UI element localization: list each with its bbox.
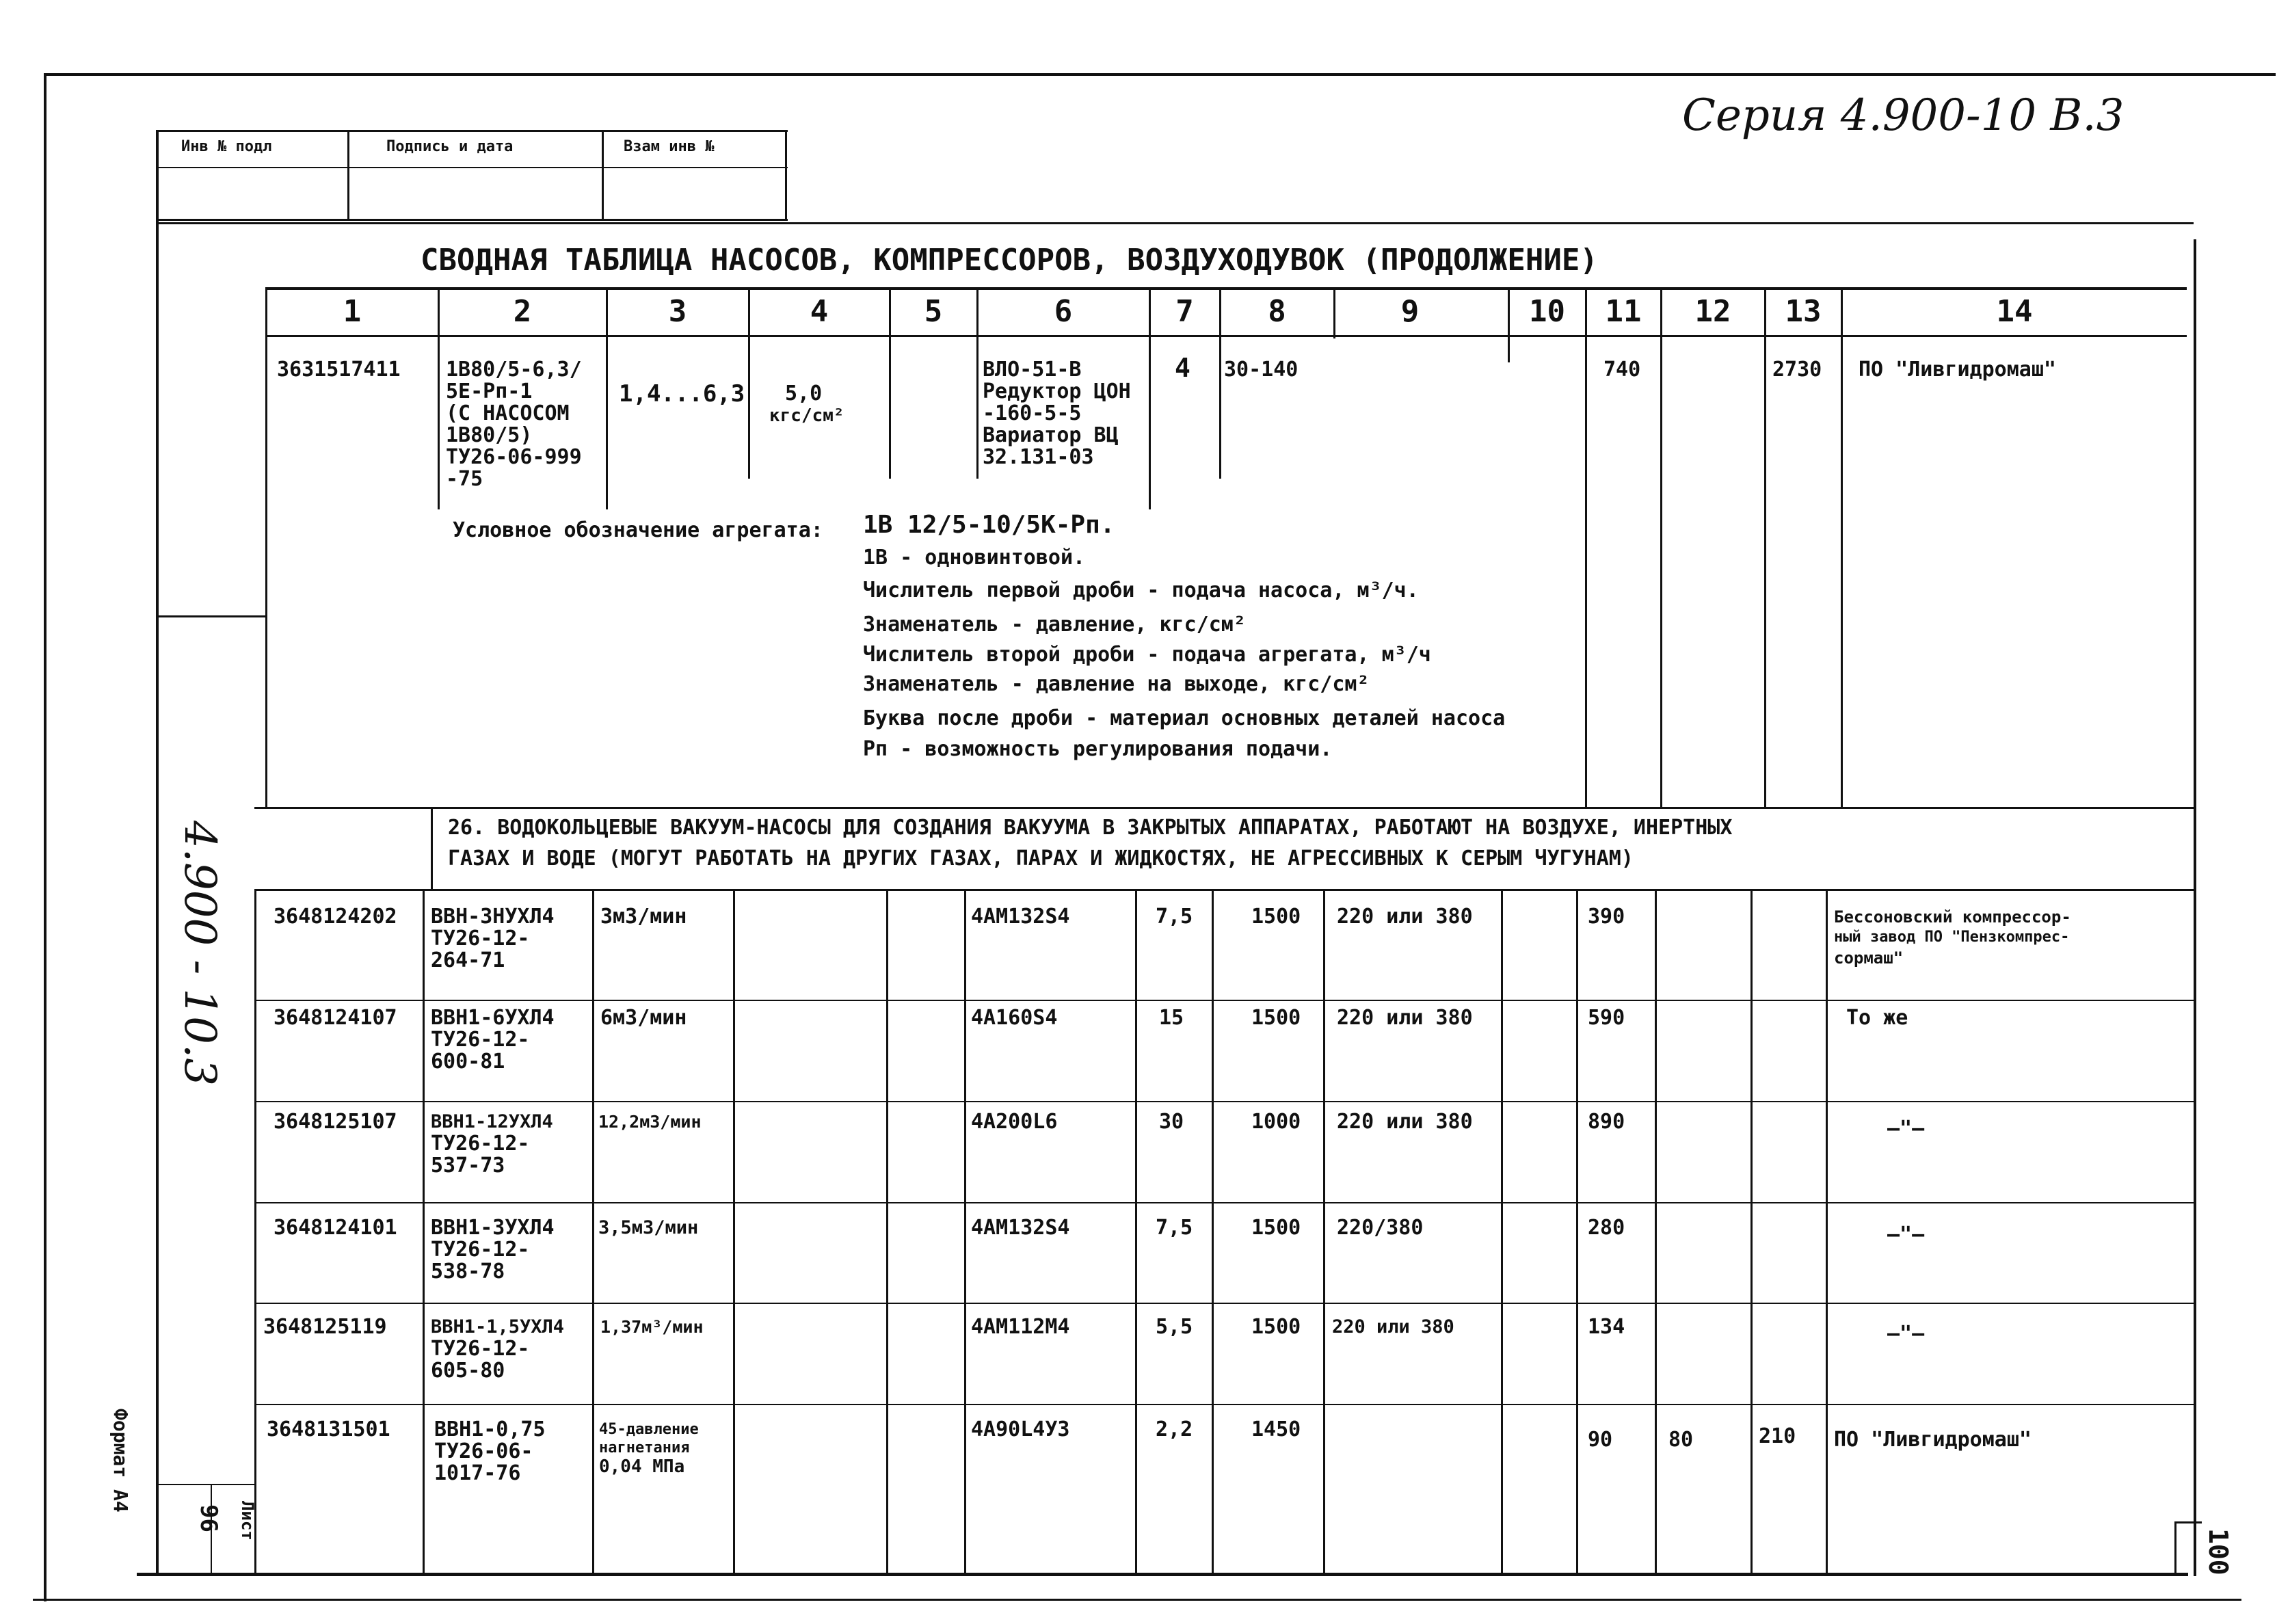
row6-col12: 80 [1668,1428,1694,1452]
legend-line-3: Знаменатель - давление, кгс/см² [863,613,1246,637]
row3-capacity: 12,2м3/мин [598,1112,702,1132]
sheet-box-top [159,1484,254,1485]
row0-pressure-1: 5,0 [785,382,823,405]
row5-power: 5,5 [1156,1315,1193,1339]
row4-capacity: 3,5м3/мин [598,1217,699,1238]
side-code: 4.900 - 10.3 [174,821,225,1087]
row1-model-2: ТУ26-12- [431,927,530,950]
col-header-6: 6 [1054,294,1073,329]
section26-line-1: 26. ВОДОКОЛЬЦЕВЫЕ ВАКУУМ-НАСОСЫ ДЛЯ СОЗДАНИЯ ВАКУУМА В ЗАКРЫТЫХ АППАРАТАХ, РАБОТАЮТ НА ВОЗДУХЕ, ИНЕРТНЫХ [448,816,1733,840]
row6-maker: ПО "Ливгидромаш" [1834,1428,2032,1452]
page-box-left [2174,1521,2176,1576]
stamp-top [159,130,788,132]
row6-model-2: ТУ26-06- [434,1439,533,1463]
row3-maker: —"— [1887,1117,1925,1141]
inner-right [2194,239,2196,1576]
page-number: 100 [2203,1528,2233,1575]
row4-motor: 4АМ132S4 [971,1216,1070,1240]
row2-capacity: 6м3/мин [600,1006,687,1030]
col-header-3: 3 [668,294,687,329]
row0-model-5: ТУ26-06-999 [446,445,582,469]
row1-capacity: 3м3/мин [600,905,687,929]
lower-v-12 [1655,889,1657,1576]
row6-code: 3648131501 [267,1417,390,1441]
row2-code: 3648124107 [274,1006,397,1030]
sheet-number: 96 [195,1504,222,1532]
col-header-11: 11 [1605,294,1642,329]
legend-line-7: Рп - возможность регулирования подачи. [863,737,1333,761]
stamp-label-replace: Взам инв № [624,138,715,155]
row0-price: 2730 [1772,358,1822,382]
row4-rpm: 1500 [1251,1216,1301,1240]
lower-v-4 [733,889,735,1576]
row2-voltage: 220 или 380 [1337,1006,1473,1030]
row3-model-1: ВВН1-12УХЛ4 [431,1111,553,1132]
table-title: СВОДНАЯ ТАБЛИЦА НАСОСОВ, КОМПРЕССОРОВ, ВОЗДУХОДУВОК (ПРОДОЛЖЕНИЕ) [421,243,1598,278]
col-header-13: 13 [1785,294,1822,329]
section26-line-2: ГАЗАХ И ВОДЕ (МОГУТ РАБОТАТЬ НА ДРУГИХ ГАЗАХ, ПАРАХ И ЖИДКОСТЯХ, НЕ АГРЕССИВНЫХ К СЕРЫМ ЧУГУНАМ) [448,847,1634,870]
row5-code: 3648125119 [263,1315,387,1339]
row5-rpm: 1500 [1251,1315,1301,1339]
lower-v-11 [1576,889,1578,1576]
row5-model-3: 605-80 [431,1359,505,1383]
legend-intro: Условное обозначение агрегата: [453,518,823,542]
col-header-7: 7 [1175,294,1194,329]
row2-rpm: 1500 [1251,1006,1301,1030]
col-line-11 [1585,287,1587,807]
row2-power: 15 [1159,1006,1184,1030]
row3-code: 3648125107 [274,1110,397,1134]
section26-left [431,807,433,889]
row0-code: 3631517411 [277,358,401,382]
row5-voltage: 220 или 380 [1332,1316,1454,1337]
legend-line-5: Знаменатель - давление на выходе, кгс/см² [863,672,1370,696]
legend-line-2: Числитель первой дроби - подача насоса, м³/ч. [863,578,1419,602]
row2-maker: То же [1846,1006,1908,1030]
row0-model-6: -75 [446,467,483,491]
row2-motor: 4А160S4 [971,1006,1058,1030]
row2-model-1: ВВН1-6УХЛ4 [431,1006,555,1030]
side-strip-divider [156,615,265,617]
row6-capacity-1: 45-давление [599,1421,699,1438]
sheet-label: Лист [238,1501,257,1541]
row1-model-3: 264-71 [431,948,505,972]
row1-voltage: 220 или 380 [1337,905,1473,929]
row5-model-2: ТУ26-12- [431,1337,530,1361]
row6-power: 2,2 [1156,1417,1193,1441]
row5-capacity: 1,37м³/мин [600,1317,704,1337]
row6-col13: 210 [1759,1424,1796,1448]
row6-capacity-3: 0,04 МПа [599,1456,685,1477]
col-header-12: 12 [1694,294,1731,329]
row1-code: 3648124202 [274,905,397,929]
row0-model-3: (С НАСОСОМ [446,401,570,425]
lower-v-2 [423,889,425,1576]
section26-bottom [254,889,2194,891]
col-line-12 [1660,287,1662,807]
legend-formula: 1В 12/5-10/5К-Рп. [863,511,1115,539]
row1-rpm: 1500 [1251,905,1301,929]
lower-h-2 [254,1101,2194,1102]
legend-line-4: Числитель второй дроби - подача агрегата, м³/ч [863,643,1431,667]
row3-mass: 890 [1588,1110,1625,1134]
col-header-5: 5 [924,294,943,329]
lower-v-left [254,889,256,1576]
format-label: Формат А4 [109,1409,132,1513]
row0-drive-5: 32.131-03 [983,445,1094,469]
row0-drive-3: -160-5-5 [983,401,1082,425]
lower-v-5 [886,889,888,1576]
stamp-bottom [159,219,788,221]
row6-rpm: 1450 [1251,1417,1301,1441]
row1-mass: 390 [1588,905,1625,929]
row6-capacity-2: нагнетания [599,1439,690,1456]
row5-model-1: ВВН1-1,5УХЛ4 [431,1316,565,1337]
row2-model-2: ТУ26-12- [431,1028,530,1052]
row4-model-3: 538-78 [431,1260,505,1283]
stamp-v1 [347,130,349,220]
frame-bottom [33,1599,2241,1601]
row5-motor: 4АМ112М4 [971,1315,1070,1339]
lower-v-6 [964,889,966,1576]
row1-maker-3: сормаш" [1834,948,1904,968]
row0-drive-1: ВЛО-51-В [983,358,1082,382]
page-box-top [2174,1521,2202,1523]
lower-h-1 [254,1000,2194,1001]
frame-top [45,73,2276,76]
row2-model-3: 600-81 [431,1050,505,1074]
row0-model-2: 5Е-Рп-1 [446,380,533,403]
stamp-mid [159,167,788,168]
lower-v-8 [1212,889,1214,1576]
header-top [265,287,2187,290]
row0-model-1: 1В80/5-6,3/ [446,358,582,382]
row5-mass: 134 [1588,1315,1625,1339]
row0-rpm: 30-140 [1224,358,1299,382]
row4-mass: 280 [1588,1216,1625,1240]
col-header-1: 1 [343,294,362,329]
row6-mass: 90 [1588,1428,1613,1452]
col-header-9: 9 [1400,294,1420,329]
lower-v-10 [1501,889,1503,1576]
row4-voltage: 220/380 [1337,1216,1424,1240]
row1-model-1: ВВН-3НУХЛ4 [431,905,555,929]
col-header-14: 14 [1996,294,2033,329]
stamp-label-sign: Подпись и дата [386,138,514,155]
row0-maker: ПО "Ливгидромаш" [1859,358,2056,382]
section26-top [254,807,2194,809]
col-line-13 [1764,287,1766,807]
lower-v-7 [1135,889,1137,1576]
row3-power: 30 [1159,1110,1184,1134]
row3-motor: 4А200L6 [971,1110,1058,1134]
inner-bottom [137,1573,2188,1576]
series-code: Серия 4.900-10 В.3 [1682,90,2125,141]
row3-model-3: 537-73 [431,1154,505,1177]
col-header-8: 8 [1268,294,1286,329]
row0-flow: 1,4...6,3 [619,380,745,408]
row3-voltage: 220 или 380 [1337,1110,1473,1134]
inner-left [156,130,159,1576]
frame-left [44,73,46,1601]
lower-v-14 [1826,889,1828,1576]
row3-rpm: 1000 [1251,1110,1301,1134]
lower-v-3 [592,889,594,1576]
row4-code: 3648124101 [274,1216,397,1240]
row5-maker: —"— [1887,1322,1925,1346]
row0-mass: 740 [1603,358,1641,382]
col-header-10: 10 [1529,294,1565,329]
col-header-4: 4 [810,294,829,329]
legend-line-6: Буква после дроби - материал основных деталей насоса [863,706,1506,730]
lower-v-9 [1323,889,1325,1576]
row1-maker-2: ный завод ПО "Пензкомпрес- [1834,929,2070,946]
row6-model-3: 1017-76 [434,1461,521,1485]
legend-line-1: 1В - одновинтовой. [863,546,1086,570]
col-line-14 [1841,287,1843,807]
lower-v-13 [1750,889,1753,1576]
stamp-v3 [785,130,787,220]
row2-mass: 590 [1588,1006,1625,1030]
row0-drive-2: Редуктор ЦОН [983,380,1131,403]
row4-maker: —"— [1887,1223,1925,1247]
row1-maker-1: Бессоновский компрессор- [1834,907,2071,927]
row4-model-2: ТУ26-12- [431,1238,530,1262]
row1-power: 7,5 [1156,905,1193,929]
row4-model-1: ВВН1-3УХЛ4 [431,1216,555,1240]
lower-h-3 [254,1202,2194,1203]
row4-power: 7,5 [1156,1216,1193,1240]
row0-power: 4 [1175,353,1190,383]
row6-motor: 4А90L4У3 [971,1417,1070,1441]
lower-h-4 [254,1303,2194,1304]
stamp-label-inv: Инв № подл [181,138,272,155]
row1-motor: 4АМ132S4 [971,905,1070,929]
row0-pressure-2: кгс/см² [769,405,844,426]
row0-model-4: 1В80/5) [446,423,533,447]
row6-model-1: ВВН1-0,75 [434,1417,546,1441]
row3-model-2: ТУ26-12- [431,1132,530,1156]
col-line-1 [265,287,267,807]
stamp-v2 [602,130,604,220]
lower-h-5 [254,1404,2194,1405]
col-header-2: 2 [513,294,532,329]
row0-drive-4: Вариатор ВЦ [983,423,1119,447]
header-bottom [265,335,2187,337]
table-top-rule [156,222,2194,224]
